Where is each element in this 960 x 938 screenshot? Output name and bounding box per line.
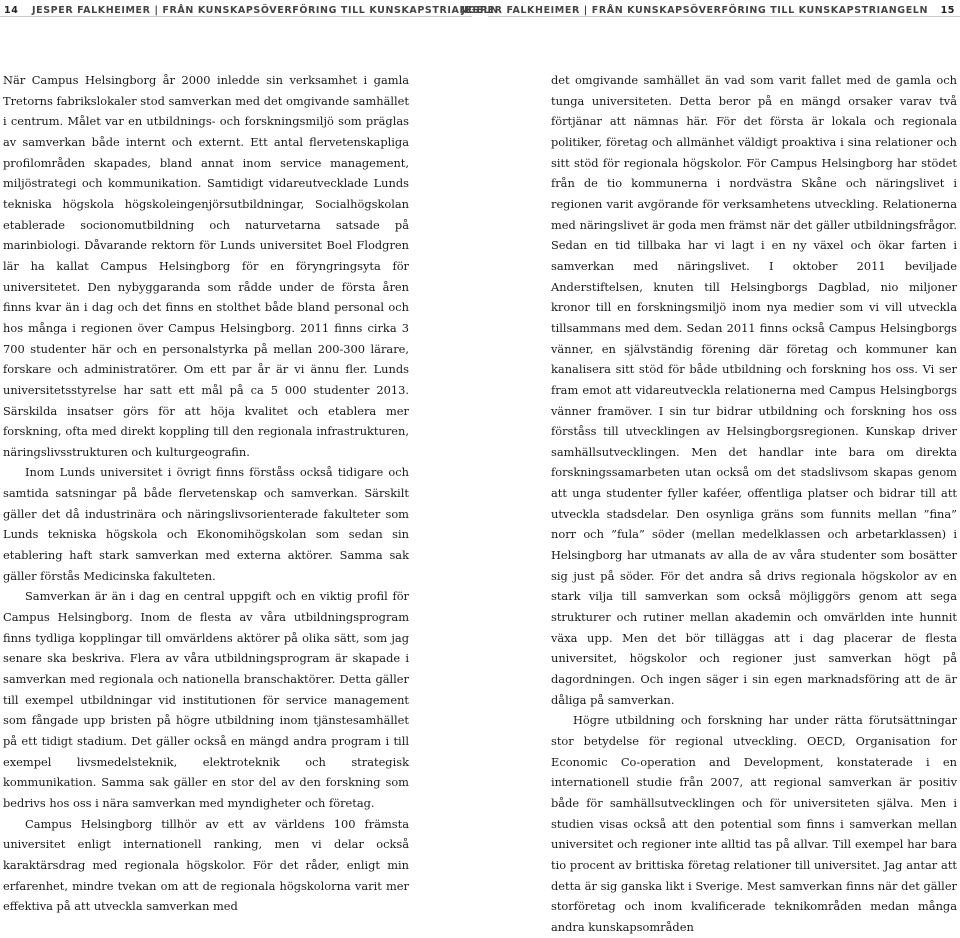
- header-divider-right: [488, 16, 960, 17]
- paragraph: det omgivande samhället än vad som varit fallet med de gamla och tunga universiteten. Detta beror på en mängd orsaker varav två förtjänar att nämnas här. För det första är lokala och regionala politiker, företag och allmänhet väldigt proaktiva i sina relationer och sitt stöd för regionala högskolor. För Campus Helsingborg har stödet från de tio kommunerna i nordvästra Skåne och näringslivet i regionen varit avgörande för verksamhetens utveckling. Relationerna med näringslivet är goda men främst när det gäller utbildningsfrågor. Sedan en tid tillbaka har vi lagt i en ny växel och ökar farten i samverkan med näringslivet. I oktober 2011 beviljade Anderstiftelsen, knuten till Helsingborgs Dagblad, nio miljoner kronor till en forskningsmiljö inom nya medier som vi vill utveckla tillsammans med dem. Sedan 2011 finns också Campus Helsingborgs vänner, en självständig förening där företag och kommuner kan kanalisera sitt stöd för både utbildning och forskning hos oss. Vi ser fram emot att vidareutveckla relationerna med Campus Helsingborgs vänner framöver. I sin tur bidrar utbildning och forskning hos oss förståss till utvecklingen av Helsingborgsregionen. Kunskap driver samhällsutvecklingen. Men det handlar inte bara om direkta forskningssamarbeten utan också om det stadslivsom skapas genom att unga studenter fyller kaféer, offentliga platser och bidrar till att utveckla stadsdelar. Den osynliga gräns som funnits mellan ”fina” norr och ”fula” söder (mellan medelklassen och arbetarklassen) i Helsingborg har utmanats av alla de av våra studenter som bosätter sig just på söder. För det andra så drivs regionala högskolor av en stark vilja till samverkan som också möjliggörs genom att sega strukturer och rutiner mellan akademin och omvärlden inte hunnit växa upp. Men det bör tilläggas att i dag placerar de flesta universitet, högskolor och regioner just samverkan högt på dagordningen. Och ingen säger i sin egen marknadsföring att de är dåliga på samverkan.: [551, 73, 957, 707]
- page-number-left: 14: [4, 5, 19, 16]
- paragraph: Högre utbildning och forskning har under rätta förutsättningar stor betydelse för regional utveckling. OECD, Organisation for Economic Co-operation and Development, konstaterade i en internationell studie från 2007, att regional samverkan är positiv både för samhällsutvecklingen och för universiteten själva. Men i studien visas också att den potential som finns i samverkan mellan universitet och regioner inte alltid tas på allvar. Till exempel har bara tio procent av brittiska företag relationer till universitet. Jag antar att detta är sig ganska likt i Sverige. Mest samverkan finns när det gäller storföretag och inom kvalificerade teknikområden medan många andra kunskapsområden: [551, 713, 957, 934]
- paragraph: Inom Lunds universitet i övrigt finns förståss också tidigare och samtida satsningar på både flervetenskap och samverkan. Särskilt gäller det då industrinära och näringslivsorienterade fakulteter som Lunds tekniska högskola och Ekonomihögskolan som sedan sin etablering haft stark samverkan med externa aktörer. Samma sak gäller förstås Medicinska fakulteten.: [3, 465, 409, 583]
- header-divider-left: [0, 16, 472, 17]
- paragraph: När Campus Helsingborg år 2000 inledde sin verksamhet i gamla Tretorns fabrikslokaler stod samverkan med det omgivande samhället i centrum. Målet var en utbildnings- och forskningsmiljö som präglas av samverkan både internt och externt. Ett antal flervetenskapliga profilområden skapades, bland annat inom service management, miljöstrategi och kommunikation. Samtidigt vidareutvecklade Lunds tekniska högskola högskoleingenjörsutbildningar, Socialhögskolan etablerade socionomutbildning och naturvetarna satsade på marinbiologi. Dåvarande rektorn för Lunds universitet Boel Flodgren lär ha kallat Campus Helsingborg för en föryngringsyta för universitetet. Den nybyggaranda som rådde under de första åren finns kvar än i dag och det finns en stolthet både bland personal och hos många i regionen över Campus Helsingborg. 2011 finns cirka 3 700 studenter här och en personalstyrka på mellan 200-300 lärare, forskare och administratörer. Om ett par år är vi ännu fler. Lunds universitetsstyrelse har satt ett mål på ca 5 000 studenter 2013. Särskilda insatser görs för att höja kvalitet och etablera mer forskning, ofta med direkt koppling till den regionala infrastrukturen, näringslivsstrukturen och kulturgeografin.: [3, 73, 409, 459]
- right-page-text-column: [551, 70, 957, 934]
- running-title-left: JESPER FALKHEIMER | FRÅN KUNSKAPSÖVERFÖRING TILL KUNSKAPSTRIANGELN: [32, 5, 499, 16]
- left-page-text-column: [3, 70, 409, 914]
- paragraph: Samverkan är än i dag en central uppgift och en viktig profil för Campus Helsingborg. Inom de flesta av våra utbildningsprogram finns tydliga kopplingar till omvärldens aktörer på olika sätt, som jag senare ska beskriva. Flera av våra utbildningsprogram är skapade i samverkan med regionala och nationella branschaktörer. Detta gäller till exempel utbildningar vid institutionen för service management som fångade upp bristen på högre utbildning inom tjänstesamhället på ett tidigt stadium. Det gäller också en mängd andra program i till exempel livsmedelsteknik, elektroteknik och strategisk kommunikation. Samma sak gäller en stor del av den forskning som bedrivs hos oss i nära samverkan med myndigheter och företag.: [3, 589, 409, 810]
- running-title-right: JESPER FALKHEIMER | FRÅN KUNSKAPSÖVERFÖRING TILL KUNSKAPSTRIANGELN: [461, 5, 928, 16]
- running-header: [0, 0, 960, 20]
- page-number-right: 15: [940, 5, 955, 16]
- paragraph: Campus Helsingborg tillhör av ett av världens 100 främsta universitet enligt internationell ranking, men vi delar också karaktärsdrag med regionala högskolor. För det råder, enligt min erfarenhet, mindre tvekan om att de regionala högskolorna varit mer effektiva på att utveckla samverkan med: [3, 816, 409, 914]
